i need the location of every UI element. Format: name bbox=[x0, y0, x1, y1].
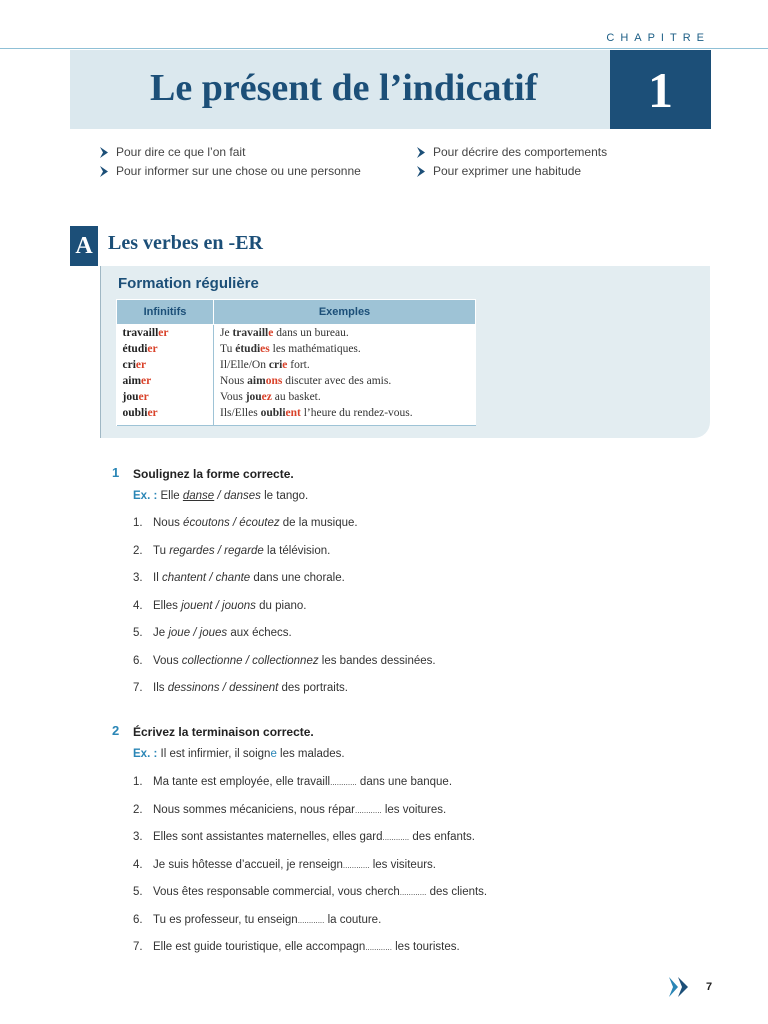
example-rest: discuter avec des amis. bbox=[282, 375, 392, 387]
verb-table-row bbox=[117, 405, 476, 426]
item-pre: Je suis hôtesse d’accueil, je renseign bbox=[153, 858, 343, 871]
example-ending: e bbox=[268, 327, 274, 339]
objective-text: Pour dire ce que l’on fait bbox=[116, 145, 246, 159]
exercise-item bbox=[133, 859, 436, 871]
exercise-item bbox=[133, 627, 292, 639]
example-subject: Il/Elle/On bbox=[220, 359, 269, 371]
item-options[interactable]: jouent / jouons bbox=[181, 599, 256, 612]
infinitive-stem: cri bbox=[122, 359, 136, 371]
section-letter: A bbox=[75, 232, 93, 259]
example-rest: au basket. bbox=[271, 391, 321, 403]
example-subject: Je bbox=[220, 327, 233, 339]
example-ending: ent bbox=[285, 407, 301, 419]
exercise-instruction: Écrivez la terminaison correcte. bbox=[133, 725, 314, 739]
example-pre: Elle bbox=[160, 490, 183, 502]
verb-table-row bbox=[117, 341, 476, 357]
item-pre: Nous sommes mécaniciens, nous répar bbox=[153, 803, 355, 816]
objective-item bbox=[98, 164, 361, 178]
item-blank[interactable]: ............ bbox=[297, 915, 325, 925]
double-chevron-icon bbox=[668, 975, 692, 999]
item-options[interactable]: joue / joues bbox=[168, 627, 228, 639]
item-options[interactable]: écoutons / écoutez bbox=[183, 517, 280, 529]
chapter-number: 1 bbox=[648, 61, 673, 118]
objective-item bbox=[415, 145, 607, 159]
example-rest: fort. bbox=[287, 359, 310, 371]
infinitive-ending: er bbox=[141, 375, 152, 387]
verb-table-row bbox=[117, 389, 476, 405]
example-stem: oubli bbox=[260, 407, 286, 419]
item-post: la couture. bbox=[324, 913, 382, 926]
item-pre: Elles sont assistantes maternelles, elles gard bbox=[153, 831, 383, 843]
example-answer: danse bbox=[182, 490, 215, 502]
item-blank[interactable]: ............ bbox=[365, 943, 392, 952]
example-subject: Ils/Elles bbox=[220, 407, 261, 419]
example-subject: Vous bbox=[220, 391, 246, 403]
item-post: des clients. bbox=[426, 886, 488, 898]
example-stem: travaill bbox=[232, 327, 269, 339]
header-rule bbox=[0, 48, 768, 49]
exercise-example bbox=[133, 748, 345, 760]
exercise-number: 1 bbox=[112, 465, 120, 480]
objective-item bbox=[98, 145, 245, 159]
item-number: 7. bbox=[133, 682, 143, 694]
example-rest: l’heure du rendez-vous. bbox=[300, 407, 413, 419]
exercise-item bbox=[133, 572, 345, 584]
item-number: 3. bbox=[133, 831, 143, 843]
item-blank[interactable]: ............ bbox=[342, 860, 370, 870]
infinitive-ending: er bbox=[158, 327, 169, 339]
item-pre: Nous bbox=[153, 517, 184, 529]
example-label: Ex. : bbox=[133, 748, 158, 760]
infinitive-cell bbox=[117, 325, 214, 342]
item-number: 7. bbox=[133, 941, 143, 953]
exercise-item bbox=[133, 804, 446, 816]
example-rest: les mathématiques. bbox=[269, 343, 361, 355]
example-ending: ons bbox=[265, 375, 283, 387]
chevron-right-icon bbox=[415, 165, 427, 178]
item-blank[interactable]: ............ bbox=[399, 888, 427, 897]
item-post: la télévision. bbox=[263, 544, 331, 557]
item-number: 1. bbox=[133, 517, 143, 529]
example-post: les malades. bbox=[276, 748, 345, 760]
chevron-right-icon bbox=[98, 146, 110, 159]
example-cell bbox=[214, 357, 476, 373]
infinitive-ending: er bbox=[138, 391, 149, 403]
item-pre: Elles bbox=[153, 599, 182, 612]
example-stem: aim bbox=[247, 375, 266, 387]
infinitive-ending: er bbox=[147, 343, 158, 355]
exercise-item bbox=[133, 776, 452, 788]
item-post: de la musique. bbox=[279, 517, 358, 529]
example-ending: e bbox=[270, 748, 277, 760]
header-infinitifs: Infinitifs bbox=[117, 300, 214, 325]
exercise-instruction: Soulignez la forme correcte. bbox=[133, 467, 294, 481]
exercise-item bbox=[133, 517, 358, 529]
item-post: les bandes dessinées. bbox=[318, 654, 436, 667]
example-ending: es bbox=[260, 343, 270, 355]
item-post: des portraits. bbox=[278, 682, 348, 694]
infinitive-cell bbox=[117, 357, 214, 373]
verb-table-row bbox=[117, 373, 476, 389]
section-letter-box bbox=[70, 226, 98, 266]
item-pre: Il bbox=[153, 572, 162, 584]
item-post: les touristes. bbox=[391, 941, 460, 953]
infinitive-ending: er bbox=[147, 407, 158, 419]
item-pre: Je bbox=[153, 627, 169, 639]
item-blank[interactable]: ............ bbox=[382, 833, 410, 842]
item-pre: Vous êtes responsable commercial, vous cherch bbox=[153, 886, 400, 898]
example-stem: étudi bbox=[235, 343, 261, 355]
item-options[interactable]: chantent / chante bbox=[161, 572, 251, 584]
item-pre: Tu bbox=[153, 544, 170, 557]
infinitive-stem: oubli bbox=[122, 407, 148, 419]
chapitre-label: CHAPITRE bbox=[606, 32, 710, 44]
item-number: 5. bbox=[133, 627, 143, 639]
item-options[interactable]: collectionne / collectionnez bbox=[181, 654, 319, 667]
item-number: 2. bbox=[133, 544, 143, 557]
example-pre: Il est infirmier, il soign bbox=[160, 748, 271, 760]
chevron-right-icon bbox=[98, 165, 110, 178]
item-number: 2. bbox=[133, 803, 143, 816]
item-number: 6. bbox=[133, 654, 143, 667]
chapter-number-box bbox=[610, 50, 711, 129]
item-number: 4. bbox=[133, 599, 143, 612]
example-rest: dans un bureau. bbox=[273, 327, 349, 339]
exercise-item bbox=[133, 655, 436, 667]
example-stem: jou bbox=[245, 391, 262, 403]
exercise-item bbox=[133, 941, 460, 953]
example-sep: / bbox=[214, 490, 224, 502]
section-title: Les verbes en -ER bbox=[108, 232, 263, 254]
item-blank[interactable]: ............ bbox=[330, 778, 357, 787]
item-pre: Ma tante est employée, elle travaill bbox=[153, 776, 331, 788]
objective-text: Pour exprimer une habitude bbox=[433, 164, 582, 178]
item-post: du piano. bbox=[255, 599, 307, 612]
infinitive-stem: travaill bbox=[122, 327, 159, 339]
exercise-example bbox=[133, 490, 308, 502]
example-cell bbox=[214, 325, 476, 342]
infinitive-cell bbox=[117, 373, 214, 389]
example-option: danses bbox=[223, 490, 261, 502]
infinitive-cell bbox=[117, 405, 214, 426]
exercise-item bbox=[133, 914, 381, 926]
item-number: 1. bbox=[133, 776, 143, 788]
item-number: 4. bbox=[133, 858, 143, 871]
example-label: Ex. : bbox=[133, 490, 158, 502]
item-number: 6. bbox=[133, 913, 143, 926]
example-cell bbox=[214, 405, 476, 426]
exercise-item bbox=[133, 831, 475, 843]
example-subject: Nous bbox=[220, 375, 248, 387]
item-pre: Elle est guide touristique, elle accompagn bbox=[153, 941, 366, 953]
item-pre: Vous bbox=[153, 654, 182, 667]
infinitive-stem: étudi bbox=[122, 343, 148, 355]
objective-text: Pour décrire des comportements bbox=[433, 145, 608, 159]
example-cell bbox=[214, 389, 476, 405]
infinitive-stem: aim bbox=[122, 375, 142, 387]
example-cell bbox=[214, 341, 476, 357]
verb-table-row bbox=[117, 357, 476, 373]
chevron-right-icon bbox=[415, 146, 427, 159]
item-options[interactable]: regardes / regarde bbox=[169, 544, 264, 557]
page-title: Le présent de l’indicatif bbox=[150, 67, 538, 109]
verb-table-header bbox=[117, 300, 476, 325]
example-stem: cri bbox=[268, 359, 283, 371]
item-post: les voitures. bbox=[381, 803, 447, 816]
item-pre: Ils bbox=[153, 682, 168, 694]
item-number: 5. bbox=[133, 886, 143, 898]
item-pre: Tu es professeur, tu enseign bbox=[153, 913, 298, 926]
exercise-item bbox=[133, 600, 306, 612]
exercise-number: 2 bbox=[112, 723, 120, 738]
example-cell bbox=[214, 373, 476, 389]
item-blank[interactable]: ............ bbox=[354, 805, 382, 815]
item-post: aux échecs. bbox=[227, 627, 292, 639]
item-options[interactable]: dessinons / dessinent bbox=[167, 682, 279, 694]
infinitive-stem: jou bbox=[122, 391, 139, 403]
header-exemples: Exemples bbox=[214, 300, 476, 325]
objective-text: Pour informer sur une chose ou une personne bbox=[116, 164, 361, 178]
infinitive-cell bbox=[117, 341, 214, 357]
formation-rule bbox=[100, 266, 101, 438]
verb-table-row bbox=[117, 325, 476, 342]
example-subject: Tu bbox=[220, 343, 236, 355]
example-post: le tango. bbox=[260, 490, 309, 502]
item-post: dans une banque. bbox=[356, 776, 453, 788]
exercise-item bbox=[133, 545, 330, 557]
example-ending: e bbox=[282, 359, 288, 371]
verb-table bbox=[116, 299, 476, 426]
exercise-item bbox=[133, 682, 348, 694]
infinitive-cell bbox=[117, 389, 214, 405]
page-number: 7 bbox=[706, 981, 713, 993]
item-post: les visiteurs. bbox=[369, 858, 436, 871]
objective-item bbox=[415, 164, 581, 178]
item-post: des enfants. bbox=[409, 831, 476, 843]
example-ending: ez bbox=[261, 391, 272, 403]
item-number: 3. bbox=[133, 572, 143, 584]
infinitive-ending: er bbox=[135, 359, 147, 371]
item-post: dans une chorale. bbox=[250, 572, 345, 584]
exercise-item bbox=[133, 886, 487, 898]
formation-title: Formation régulière bbox=[118, 275, 259, 292]
